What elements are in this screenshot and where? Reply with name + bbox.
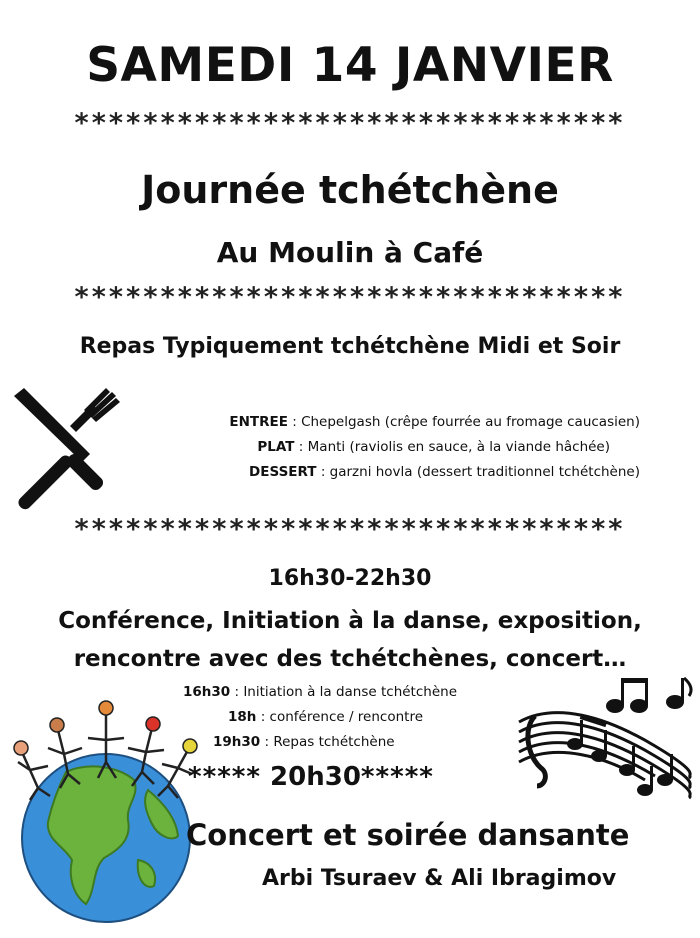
fork-knife-icon (8, 384, 123, 494)
menu-item-dessert (130, 460, 650, 485)
schedule-time: 19h30 (213, 734, 261, 750)
schedule-text: : conférence / rencontre (256, 709, 424, 725)
globe-people-icon (8, 700, 200, 925)
event-hours: 16h30-22h30 (268, 566, 432, 591)
activities-line: Conférence, Initiation à la danse, exposition, (58, 608, 642, 634)
schedule-time: 18h (228, 709, 257, 725)
menu-label: ENTREE (229, 414, 288, 430)
concert-title: Concert et soirée dansante (186, 818, 630, 852)
meal-heading: Repas Typiquement tchétchène Midi et Soir (79, 334, 621, 359)
activities (0, 602, 700, 678)
menu-text: : garzni hovla (dessert traditionnel tchétchène) (316, 464, 640, 480)
event-date-title: SAMEDI 14 JANVIER (86, 38, 614, 93)
menu-item-plat (130, 435, 650, 460)
menu-text: : Chepelgash (crêpe fourrée au fromage caucasien) (287, 414, 640, 430)
separator-stars: ******************************** (74, 514, 626, 545)
menu-label: PLAT (257, 439, 295, 455)
evening-time-value: 20h30 (270, 762, 361, 792)
music-notes-icon (515, 676, 695, 806)
menu-list (130, 410, 650, 485)
menu-label: DESSERT (249, 464, 317, 480)
menu-text: : Manti (raviolis en sauce, à la viande hâchée) (294, 439, 610, 455)
activities-line: rencontre avec des tchétchènes, concert… (73, 646, 627, 672)
event-subtitle: Journée tchétchène (141, 168, 559, 212)
separator-stars: ******************************** (74, 282, 626, 313)
menu-item-entree (130, 410, 650, 435)
artists: Arbi Tsuraev & Ali Ibragimov (262, 866, 617, 891)
separator-stars: ******************************** (74, 108, 626, 139)
stars-left: ***** (188, 762, 261, 792)
schedule-text: : Initiation à la danse tchétchène (230, 684, 457, 700)
schedule-time: 16h30 (183, 684, 231, 700)
schedule-text: : Repas tchétchène (260, 734, 395, 750)
evening-time (188, 762, 434, 792)
event-venue: Au Moulin à Café (216, 236, 484, 269)
stars-right: ***** (360, 762, 434, 792)
